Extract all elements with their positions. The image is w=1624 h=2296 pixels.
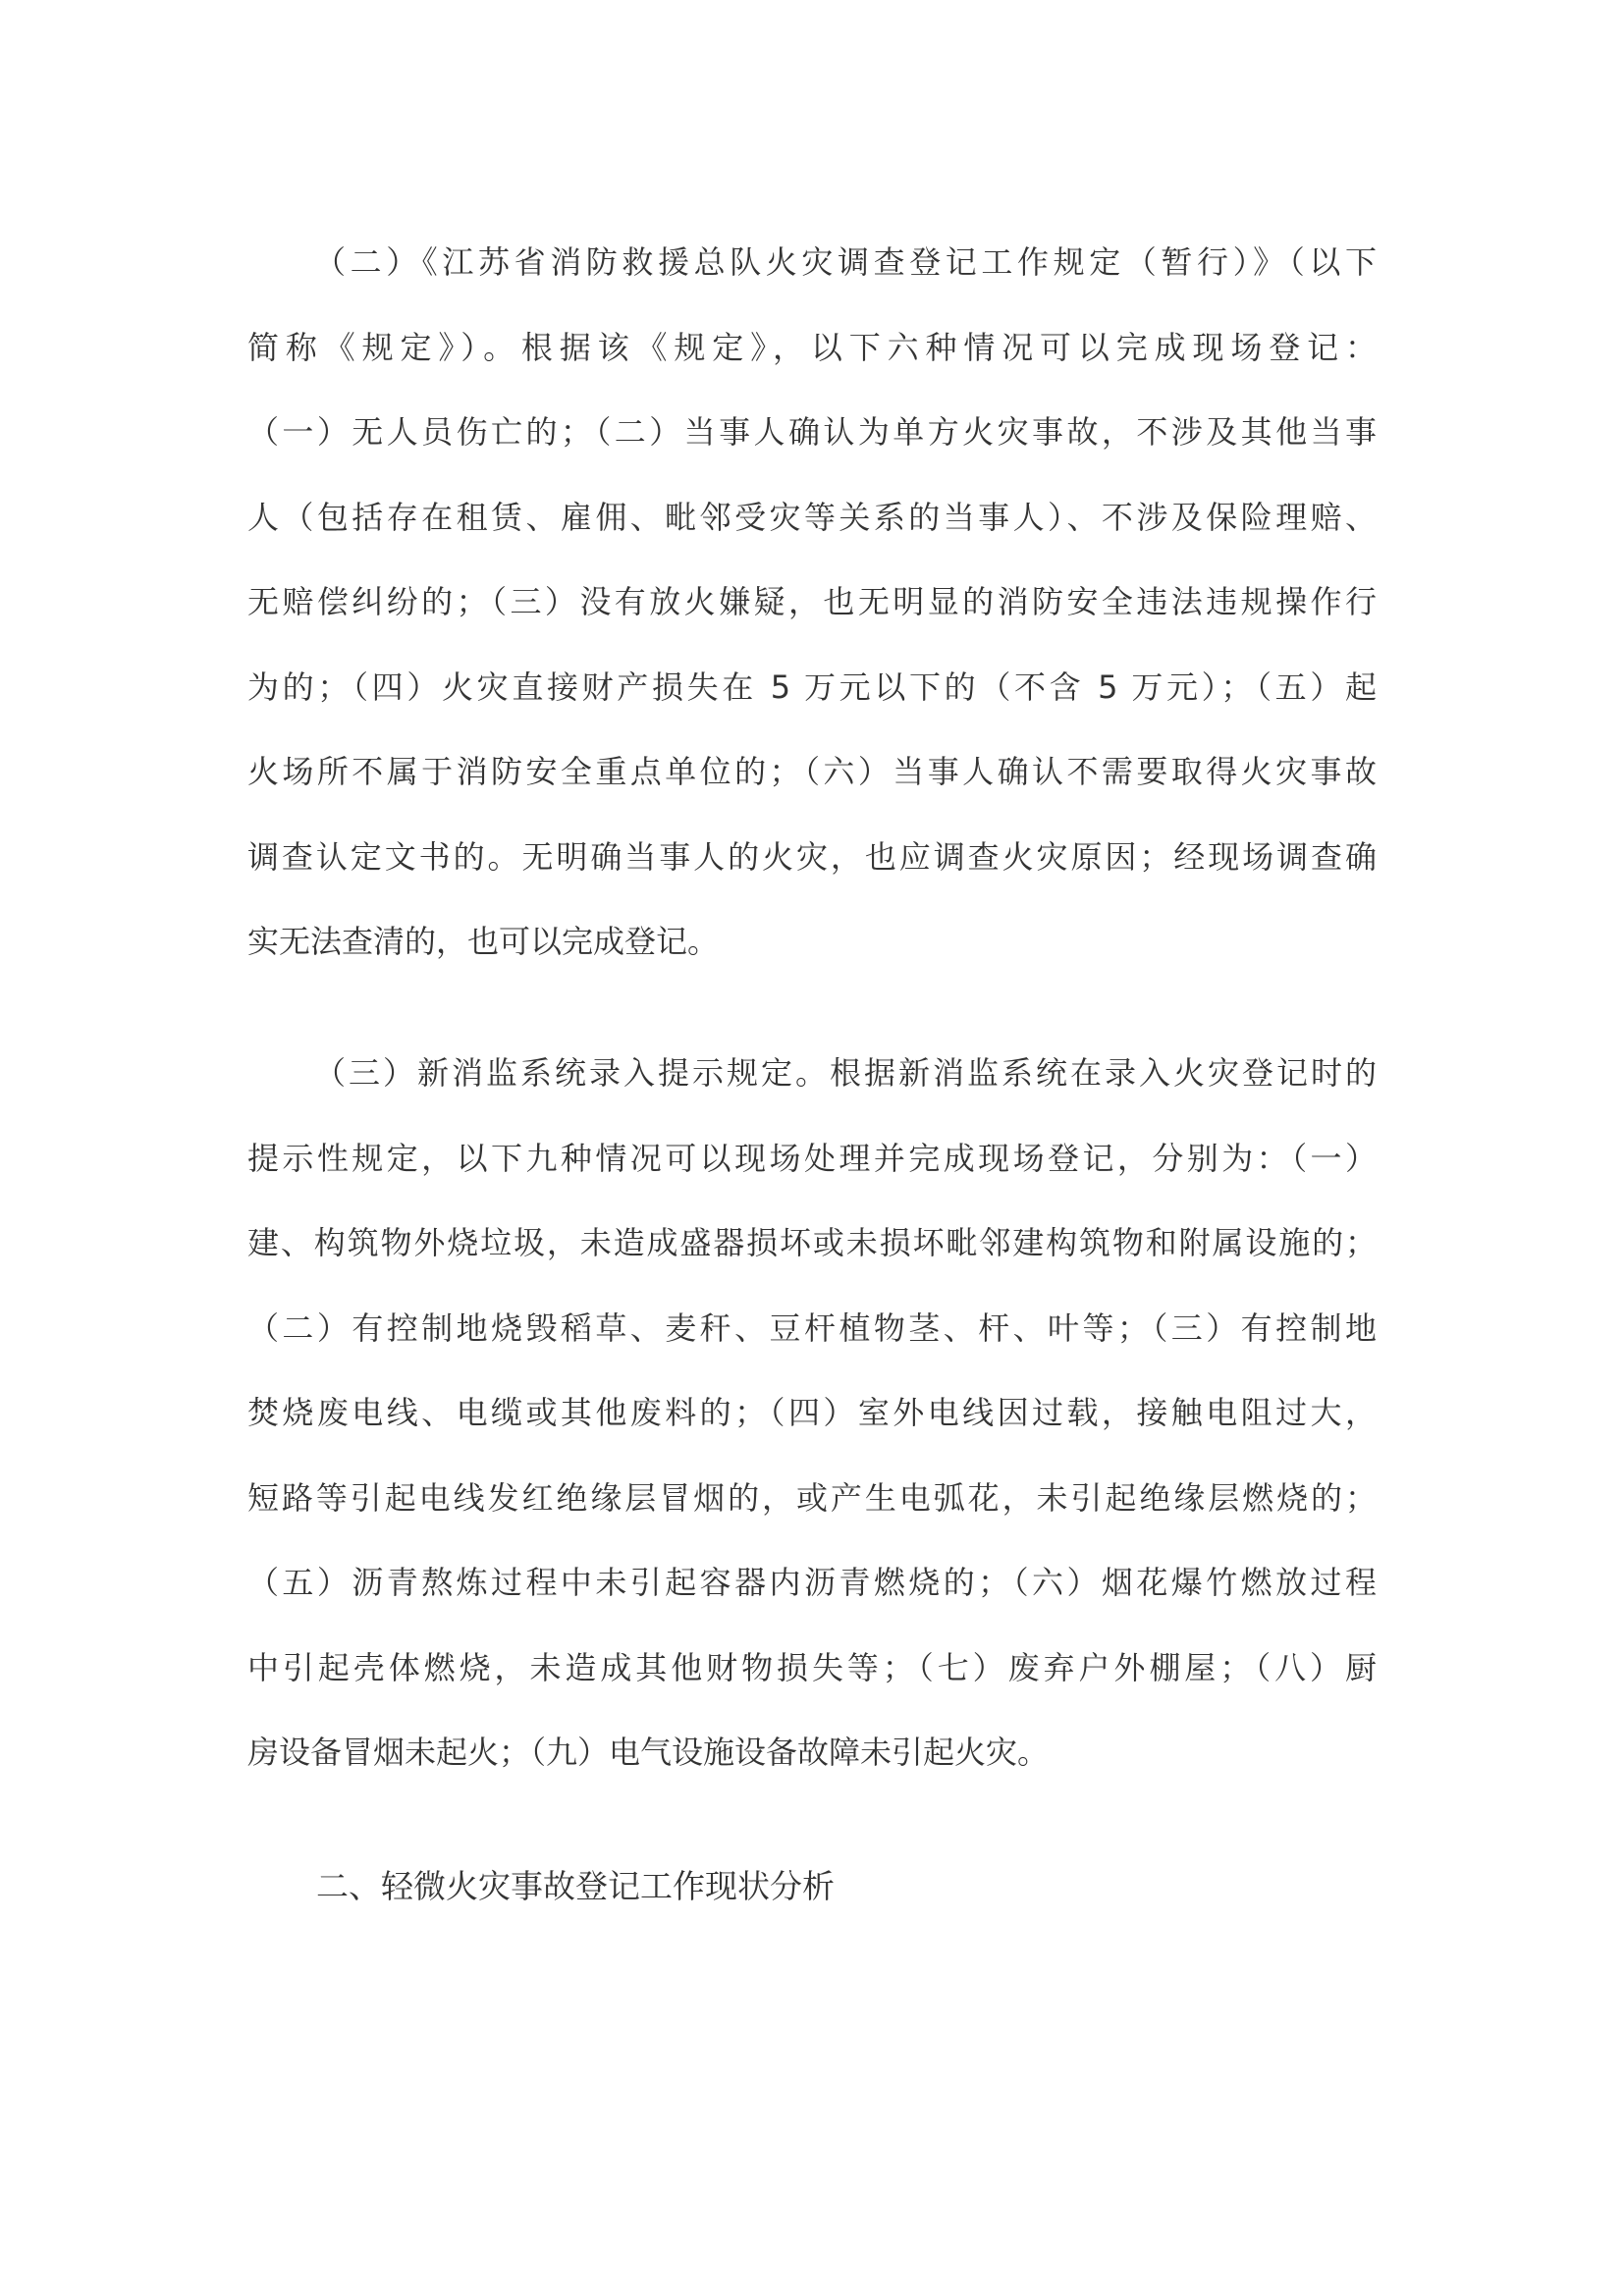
paragraph-line: 简称《规定》）。根据该《规定》，以下六种情况可以完成现场登记： bbox=[247, 328, 1377, 366]
paragraph-line: 人（包括存在租赁、雇佣、毗邻受灾等关系的当事人）、不涉及保险理赔、 bbox=[247, 498, 1377, 536]
paragraph-system-prompt-regulation bbox=[247, 1031, 1377, 1795]
paragraph-jiangsu-regulation bbox=[247, 220, 1377, 985]
paragraph-line: 实无法查清的，也可以完成登记。 bbox=[247, 923, 720, 960]
paragraph-line: 焚烧废电线、电缆或其他废料的；（四）室外电线因过载，接触电阻过大， bbox=[247, 1394, 1377, 1431]
paragraph-line: （五）沥青熬炼过程中未引起容器内沥青燃烧的；（六）烟花爆竹燃放过程 bbox=[247, 1564, 1377, 1601]
paragraph-line: 建、构筑物外烧垃圾，未造成盛器损坏或未损坏毗邻建构筑物和附属设施的； bbox=[247, 1224, 1377, 1261]
paragraph-line: 提示性规定，以下九种情况可以现场处理并完成现场登记，分别为：（一） bbox=[247, 1139, 1377, 1177]
paragraph-line: （二）《江苏省消防救援总队火灾调查登记工作规定（暂行）》（以下 bbox=[314, 243, 1377, 281]
paragraph-line: 无赔偿纠纷的；（三）没有放火嫌疑，也无明显的消防安全违法违规操作行 bbox=[247, 583, 1377, 620]
paragraph-line: 为的；（四）火灾直接财产损失在 5 万元以下的（不含 5 万元）；（五）起 bbox=[247, 667, 1377, 706]
paragraph-line: （三）新消监系统录入提示规定。根据新消监系统在录入火灾登记时的 bbox=[314, 1054, 1377, 1092]
paragraph-line: （二）有控制地烧毁稻草、麦秆、豆杆植物茎、杆、叶等；（三）有控制地 bbox=[247, 1308, 1377, 1347]
paragraph-line: 火场所不属于消防安全重点单位的；（六）当事人确认不需要取得火灾事故 bbox=[247, 753, 1377, 790]
paragraph-line: （一）无人员伤亡的；（二）当事人确认为单方火灾事故，不涉及其他当事 bbox=[247, 413, 1377, 451]
paragraph-line: 房设备冒烟未起火；（九）电气设施设备故障未引起火灾。 bbox=[247, 1734, 1050, 1771]
section-heading: 二、轻微火灾事故登记工作现状分析 bbox=[316, 1867, 835, 1905]
paragraph-line: 短路等引起电线发红绝缘层冒烟的，或产生电弧花，未引起绝缘层燃烧的； bbox=[247, 1478, 1377, 1517]
paragraph-line: 调查认定文书的。无明确当事人的火灾，也应调查火灾原因；经现场调查确 bbox=[247, 837, 1377, 876]
paragraph-line: 中引起壳体燃烧，未造成其他财物损失等；（七）废弃户外棚屋；（八）厨 bbox=[247, 1648, 1377, 1686]
